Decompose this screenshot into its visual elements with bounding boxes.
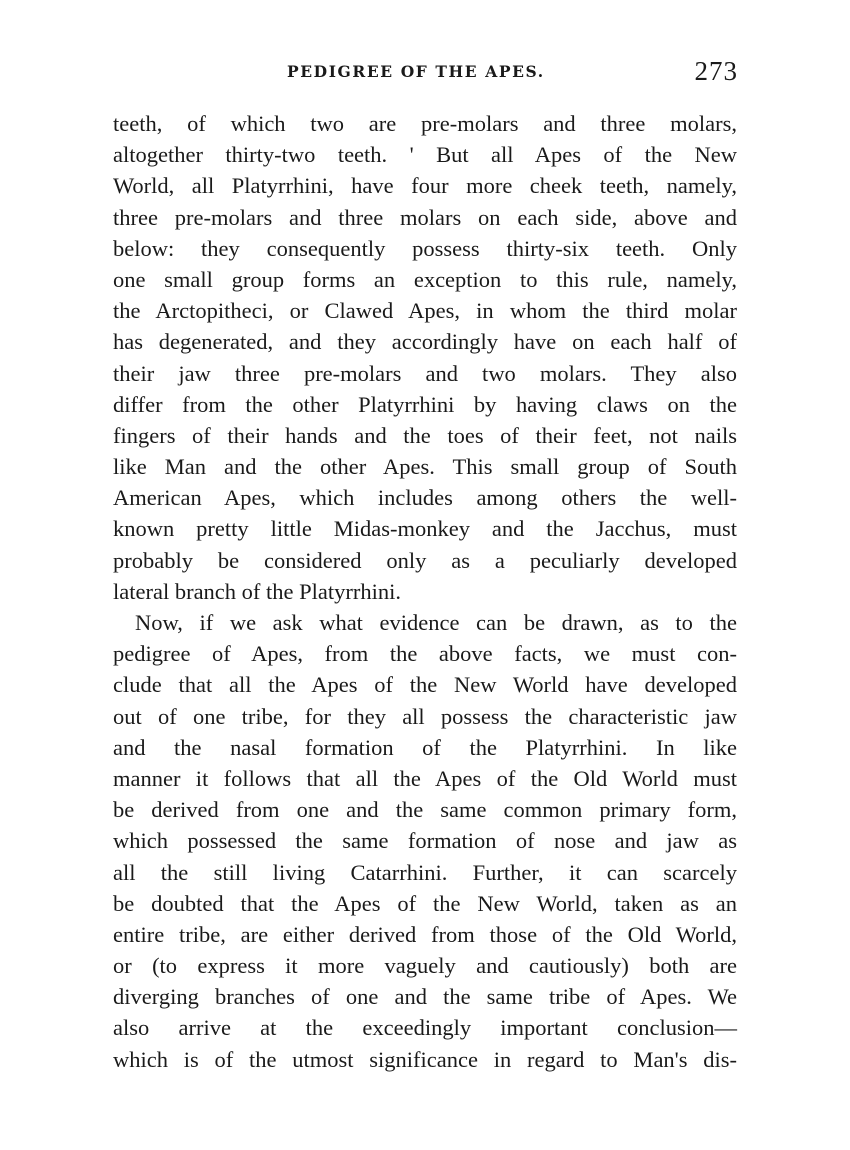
text-line: be derived from one and the same common primary form, — [113, 797, 737, 823]
page-header — [112, 56, 738, 96]
paragraph-2 — [113, 607, 737, 1075]
text-line: which is of the utmost significance in regard to Man's dis- — [113, 1046, 737, 1072]
text-line: three pre-molars and three molars on each side, above and — [113, 204, 737, 230]
text-line: American Apes, which includes among others the well- — [113, 485, 737, 511]
text-line: manner it follows that all the Apes of the Old World must — [113, 765, 737, 791]
paragraph-1 — [113, 108, 737, 607]
text-line: has degenerated, and they accordingly have on each half of — [113, 329, 737, 355]
text-line: altogether thirty-two teeth. ' But all Apes of the New — [113, 142, 737, 168]
text-line: out of one tribe, for they all possess the characteristic jaw — [113, 703, 737, 729]
text-line: teeth, of which two are pre-molars and three molars, — [113, 111, 737, 136]
text-line: one small group forms an exception to this rule, namely, — [113, 266, 737, 292]
text-line: known pretty little Midas-monkey and the Jacchus, must — [113, 516, 737, 542]
text-line: all the still living Catarrhini. Further, it can scarcely — [113, 859, 737, 885]
text-line: Now, if we ask what evidence can be drawn, as to the — [135, 610, 737, 635]
text-line: the Arctopitheci, or Clawed Apes, in whom the third molar — [113, 298, 737, 324]
text-line: differ from the other Platyrrhini by having claws on the — [113, 391, 737, 417]
text-line: diverging branches of one and the same tribe of Apes. We — [113, 984, 737, 1010]
page-number: 273 — [694, 56, 738, 86]
text-line: their jaw three pre-molars and two molars. They also — [113, 360, 737, 386]
text-line: and the nasal formation of the Platyrrhini. In like — [113, 734, 737, 760]
text-line: probably be considered only as a peculiarly developed — [113, 547, 737, 573]
text-line: fingers of their hands and the toes of their feet, not nails — [113, 422, 737, 448]
text-line: or (to express it more vaguely and cautiously) both are — [113, 953, 737, 979]
running-head: PEDIGREE OF THE APES. — [287, 62, 545, 81]
text-line: below: they consequently possess thirty-six teeth. Only — [113, 235, 737, 261]
text-line: also arrive at the exceedingly important conclusion— — [113, 1015, 737, 1041]
text-line: World, all Platyrrhini, have four more cheek teeth, namely, — [113, 173, 737, 199]
text-line: clude that all the Apes of the New World have developed — [113, 672, 737, 698]
text-line: like Man and the other Apes. This small group of South — [113, 454, 737, 480]
text-line: pedigree of Apes, from the above facts, we must con- — [113, 641, 737, 667]
text-line: be doubted that the Apes of the New World, taken as an — [113, 890, 737, 916]
text-line: lateral branch of the Platyrrhini. — [113, 578, 402, 604]
body-text — [113, 108, 737, 1075]
text-line: entire tribe, are either derived from those of the Old World, — [113, 921, 737, 947]
text-line: which possessed the same formation of nose and jaw as — [113, 828, 737, 854]
